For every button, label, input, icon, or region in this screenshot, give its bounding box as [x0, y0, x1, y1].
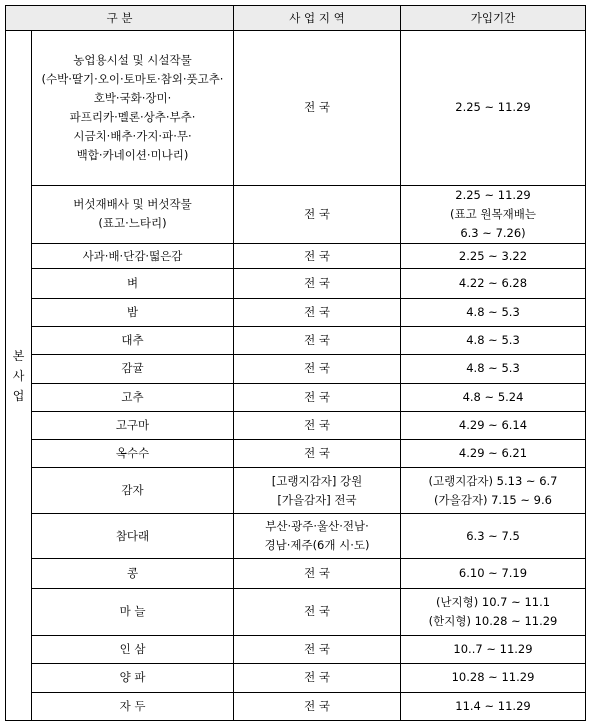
period-text-line: 4.8 ~ 5.3 — [466, 304, 520, 319]
table-row — [6, 692, 586, 720]
table-row — [6, 440, 586, 468]
cell-item — [32, 513, 234, 558]
region-text-line: 전 국 — [304, 417, 330, 432]
cell-item — [32, 31, 234, 186]
side-label-main-project — [6, 31, 32, 721]
header-row — [6, 6, 586, 31]
cell-region — [234, 244, 401, 269]
period-text-line: 2.25 ~ 11.29 — [455, 100, 531, 115]
cell-period — [401, 326, 586, 354]
period-text-line: 4.8 ~ 5.3 — [466, 361, 520, 376]
period-text-line: 6.10 ~ 7.19 — [458, 565, 528, 580]
region-text-line: 전 국 — [304, 248, 330, 263]
cell-item — [32, 269, 234, 298]
item-text-line: 파프리카·멜론·상추·부추· — [69, 109, 196, 124]
item-text-line: 밤 — [126, 304, 139, 319]
cell-item — [32, 244, 234, 269]
cell-item — [32, 588, 234, 635]
cell-region — [234, 513, 401, 558]
period-text-line: 10.28 ~ 11.29 — [451, 670, 535, 685]
cell-item — [32, 692, 234, 720]
table-row — [6, 355, 586, 383]
cell-region — [234, 269, 401, 298]
cell-region — [234, 185, 401, 244]
table-row — [6, 664, 586, 692]
cell-region — [234, 383, 401, 411]
cell-period — [401, 664, 586, 692]
period-text-line: 4.8 ~ 5.24 — [462, 389, 524, 404]
region-text-line: 전 국 — [304, 670, 330, 685]
cell-period — [401, 31, 586, 186]
region-text-line: 전 국 — [304, 446, 330, 461]
table-row — [6, 244, 586, 269]
item-text-line: 콩 — [126, 565, 139, 580]
item-text-line: 농업용시설 및 시설작물 — [73, 52, 192, 67]
period-text-line: 4.29 ~ 6.14 — [458, 417, 528, 432]
cell-region — [234, 636, 401, 664]
table-row — [6, 636, 586, 664]
region-text-line: 전 국 — [304, 698, 330, 713]
region-text-line: 전 국 — [304, 565, 330, 580]
cell-item — [32, 636, 234, 664]
item-text-line: 양 파 — [119, 670, 146, 685]
cell-period — [401, 185, 586, 244]
period-text-line: 2.25 ~ 3.22 — [458, 248, 528, 263]
item-text-line: 고추 — [121, 389, 144, 404]
table-body — [6, 31, 586, 721]
insurance-enrollment-table-container — [5, 5, 585, 721]
cell-period — [401, 513, 586, 558]
table-row — [6, 383, 586, 411]
region-text-line: 전 국 — [304, 604, 330, 619]
region-text-line: 전 국 — [304, 642, 330, 657]
table-row — [6, 31, 586, 186]
cell-item — [32, 440, 234, 468]
cell-period — [401, 588, 586, 635]
item-text-line: 자 두 — [119, 698, 146, 713]
header-region: 사 업 지 역 — [234, 6, 401, 31]
cell-period — [401, 269, 586, 298]
region-text-line: 전 국 — [304, 276, 330, 291]
table-row — [6, 411, 586, 439]
period-text-line: (가을감자) 7.15 ~ 9.6 — [434, 492, 552, 507]
item-text-line: (수박·딸기·오이·토마토·참외·풋고추· — [41, 71, 224, 86]
cell-region — [234, 355, 401, 383]
cell-item — [32, 468, 234, 513]
item-text-line: 백합·카네이션·미나리) — [76, 147, 189, 162]
cell-item — [32, 355, 234, 383]
item-text-line: 고구마 — [115, 417, 150, 432]
cell-region — [234, 588, 401, 635]
period-text-line: 4.8 ~ 5.3 — [466, 333, 520, 348]
cell-item — [32, 383, 234, 411]
cell-region — [234, 692, 401, 720]
cell-region — [234, 440, 401, 468]
cell-item — [32, 298, 234, 326]
period-text-line: 6.3 ~ 7.26) — [460, 225, 526, 240]
item-text-line: 벼 — [126, 276, 139, 291]
table-row — [6, 326, 586, 354]
period-text-line: 10..7 ~ 11.29 — [453, 642, 533, 657]
side-label-char: 본 — [12, 348, 25, 363]
side-label-char: 업 — [12, 388, 25, 403]
region-text-line: 전 국 — [304, 361, 330, 376]
table-row — [6, 559, 586, 588]
table-row — [6, 468, 586, 513]
cell-period — [401, 636, 586, 664]
region-text-line: 전 국 — [304, 100, 330, 115]
region-text-line: 부산·광주·울산·전남· — [265, 519, 369, 534]
item-text-line: 감자 — [121, 483, 144, 498]
cell-item — [32, 559, 234, 588]
period-text-line: 6.3 ~ 7.5 — [466, 528, 520, 543]
cell-period — [401, 355, 586, 383]
period-text-line: (난지형) 10.7 ~ 11.1 — [435, 594, 551, 609]
cell-region — [234, 31, 401, 186]
item-text-line: 참다래 — [115, 528, 150, 543]
cell-period — [401, 298, 586, 326]
period-text-line: 2.25 ~ 11.29 — [455, 187, 531, 202]
cell-region — [234, 468, 401, 513]
cell-region — [234, 411, 401, 439]
cell-period — [401, 244, 586, 269]
region-text-line: 전 국 — [304, 333, 330, 348]
period-text-line: (고랭지감자) 5.13 ~ 6.7 — [428, 473, 558, 488]
cell-item — [32, 664, 234, 692]
item-text-line: 시금치·배추·가지·파·무· — [73, 128, 192, 143]
item-text-line: 사과·배·단감·떫은감 — [82, 248, 183, 263]
table-row — [6, 588, 586, 635]
period-text-line: (표고 원목재배는 — [450, 206, 536, 221]
item-text-line: 호박·국화·장미· — [93, 90, 172, 105]
region-text-line: 경남·제주(6개 시·도) — [264, 538, 370, 553]
item-text-line: 감귤 — [121, 361, 144, 376]
item-text-line: (표고·느타리) — [98, 216, 167, 231]
header-category: 구 분 — [6, 6, 234, 31]
period-text-line: 11.4 ~ 11.29 — [455, 698, 531, 713]
cell-period — [401, 411, 586, 439]
period-text-line: 4.29 ~ 6.21 — [458, 446, 528, 461]
side-label-char: 사 — [12, 368, 25, 383]
table-row — [6, 269, 586, 298]
cell-period — [401, 692, 586, 720]
region-text-line: 전 국 — [304, 206, 330, 221]
cell-item — [32, 411, 234, 439]
region-text-line: [고랭지감자] 강원 — [271, 473, 363, 488]
cell-region — [234, 559, 401, 588]
region-text-line: 전 국 — [304, 304, 330, 319]
header-period: 가입기간 — [401, 6, 586, 31]
cell-period — [401, 468, 586, 513]
region-text-line: 전 국 — [304, 389, 330, 404]
cell-item — [32, 185, 234, 244]
cell-period — [401, 383, 586, 411]
cell-region — [234, 326, 401, 354]
table-row — [6, 298, 586, 326]
item-text-line: 인 삼 — [119, 642, 146, 657]
period-text-line: (한지형) 10.28 ~ 11.29 — [428, 613, 558, 628]
item-text-line: 버섯재배사 및 버섯작물 — [73, 197, 192, 212]
item-text-line: 대추 — [121, 333, 144, 348]
enrollment-period-table — [5, 5, 586, 721]
cell-period — [401, 559, 586, 588]
table-row — [6, 513, 586, 558]
cell-region — [234, 664, 401, 692]
item-text-line: 옥수수 — [115, 446, 150, 461]
cell-item — [32, 326, 234, 354]
cell-region — [234, 298, 401, 326]
table-row — [6, 185, 586, 244]
item-text-line: 마 늘 — [119, 604, 146, 619]
cell-period — [401, 440, 586, 468]
region-text-line: [가을감자] 전국 — [277, 492, 357, 507]
period-text-line: 4.22 ~ 6.28 — [458, 276, 528, 291]
